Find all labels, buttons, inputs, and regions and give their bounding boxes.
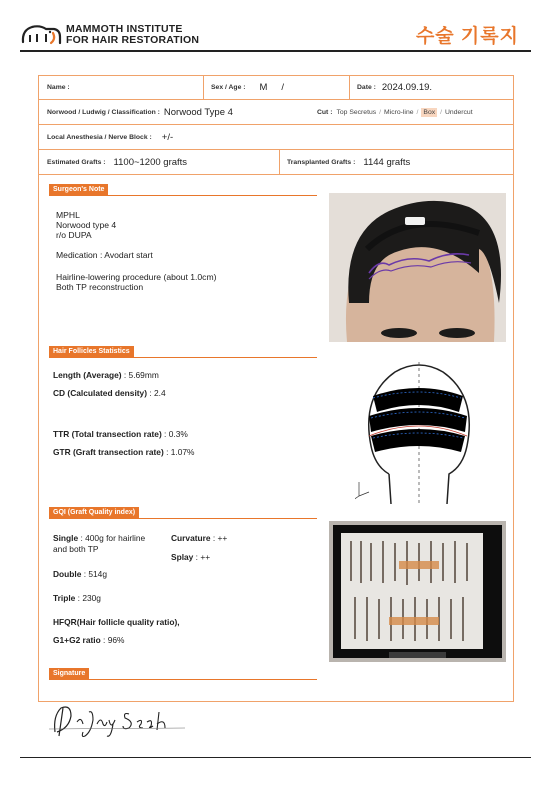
graft-display-icon: [329, 521, 506, 662]
triple-label: Triple: [53, 593, 76, 603]
signature-badge: Signature: [49, 668, 89, 680]
footer-divider: [20, 757, 531, 758]
gqi-splay: [171, 552, 210, 562]
institute-name: [66, 24, 199, 46]
cut-label: Cut :: [317, 108, 333, 116]
sex-age-label: Sex / Age :: [211, 84, 246, 91]
gqi-hfqr: [53, 617, 180, 627]
sex-value: M: [259, 82, 268, 93]
single-value-line2: and both TP: [53, 544, 99, 554]
surgery-record-sheet: [38, 75, 514, 702]
ratio-value: : 96%: [100, 635, 125, 645]
document-title: 수술 기록지: [415, 26, 519, 47]
institute-name-line1: MAMMOTH INSTITUTE: [66, 23, 183, 35]
anesthesia-cell: [39, 125, 513, 149]
classification-label: Norwood / Ludwig / Classification :: [47, 108, 160, 116]
hfqr-label: HFQR(Hair follicle quality ratio),: [53, 617, 180, 627]
note-line: Medication : Avodart start: [56, 250, 153, 260]
cut-option-top-secretus: Top Secretus: [336, 108, 377, 116]
name-cell: [39, 76, 203, 99]
estimated-grafts-cell: [39, 150, 279, 174]
doctor-signature-icon: [45, 698, 195, 740]
info-row-classification: [39, 100, 513, 125]
date-value: 2024.09.19.: [381, 82, 433, 93]
classification-value: Norwood Type 4: [163, 106, 233, 118]
follicle-stats-badge: Hair Follicles Statistics: [49, 346, 134, 358]
surgeon-note-heading: [49, 184, 317, 196]
hairline-photo-icon: [329, 193, 506, 342]
gtr-label: GTR (Graft transection rate): [53, 447, 164, 457]
single-value: : 400g for hairline: [78, 533, 146, 543]
sex-age-cell: [203, 76, 349, 99]
triple-value: : 230g: [75, 593, 101, 603]
splay-value: : ++: [193, 552, 211, 562]
note-line: Both TP reconstruction: [56, 282, 144, 292]
stat-cd: [53, 388, 166, 398]
ratio-label: G1+G2 ratio: [53, 635, 101, 645]
mammoth-logo-icon: [20, 22, 62, 46]
date-cell: [349, 76, 513, 99]
single-label: Single: [53, 533, 79, 543]
cut-options: Top Secretus / Micro-line / Box / Undercut: [336, 108, 473, 116]
length-label: Length (Average): [53, 370, 122, 380]
transplanted-grafts-label: Transplanted Grafts :: [287, 158, 356, 166]
transplanted-grafts-value: 1144 grafts: [363, 156, 411, 168]
surgeon-note-text: [56, 210, 217, 292]
classification-cell: [39, 100, 309, 124]
patient-front-photo: [329, 193, 506, 342]
cut-cell: [309, 100, 513, 124]
estimated-grafts-value: 1100~1200 grafts: [113, 156, 188, 168]
gqi-ratio: [53, 635, 124, 645]
info-row-grafts: [39, 150, 513, 175]
cut-option-micro-line: Micro-line: [384, 108, 414, 116]
graft-monitor-photo: [329, 521, 506, 662]
age-separator: /: [281, 82, 285, 93]
info-row-anesthesia: [39, 125, 513, 150]
info-row-name: [39, 76, 513, 100]
cut-option-undercut: Undercut: [445, 108, 473, 116]
gtr-value: : 1.07%: [163, 447, 195, 457]
cd-label: CD (Calculated density): [53, 388, 148, 398]
signature-heading: [49, 668, 317, 680]
page-header: [20, 18, 531, 52]
transplanted-grafts-cell: [279, 150, 513, 174]
name-label: Name :: [47, 84, 70, 91]
gqi-badge: GQI (Graft Quality index): [49, 507, 139, 519]
length-value: : 5.69mm: [121, 370, 159, 380]
ttr-value: : 0.3%: [161, 429, 188, 439]
curvature-value: : ++: [210, 533, 228, 543]
gqi-double: [53, 569, 107, 579]
splay-label: Splay: [171, 552, 194, 562]
donor-area-diagram: [355, 356, 483, 504]
note-line: MPHL: [56, 210, 80, 220]
curvature-label: Curvature: [171, 533, 211, 543]
cut-option-box-selected: Box: [423, 108, 436, 116]
anesthesia-value: +/-: [161, 131, 174, 143]
date-label: Date :: [357, 84, 376, 91]
anesthesia-label: Local Anesthesia / Nerve Block :: [47, 133, 152, 141]
note-line: r/o DUPA: [56, 230, 92, 240]
gqi-triple: [53, 593, 101, 603]
cd-value: : 2.4: [147, 388, 166, 398]
note-line: Hairline-lowering procedure (about 1.0cm): [56, 272, 217, 282]
gqi-single: [53, 533, 145, 555]
surgeon-note-badge: Surgeon's Note: [49, 184, 108, 196]
note-line: Norwood type 4: [56, 220, 117, 230]
stat-gtr: [53, 447, 195, 457]
stat-length: [53, 370, 159, 380]
follicle-stats-heading: [49, 346, 317, 358]
double-label: Double: [53, 569, 82, 579]
ttr-label: TTR (Total transection rate): [53, 429, 162, 439]
double-value: : 514g: [81, 569, 108, 579]
gqi-heading: [49, 507, 317, 519]
stat-ttr: [53, 429, 188, 439]
institute-name-line2: FOR HAIR RESTORATION: [66, 34, 200, 46]
estimated-grafts-label: Estimated Grafts :: [47, 158, 106, 166]
gqi-curvature: [171, 533, 227, 543]
